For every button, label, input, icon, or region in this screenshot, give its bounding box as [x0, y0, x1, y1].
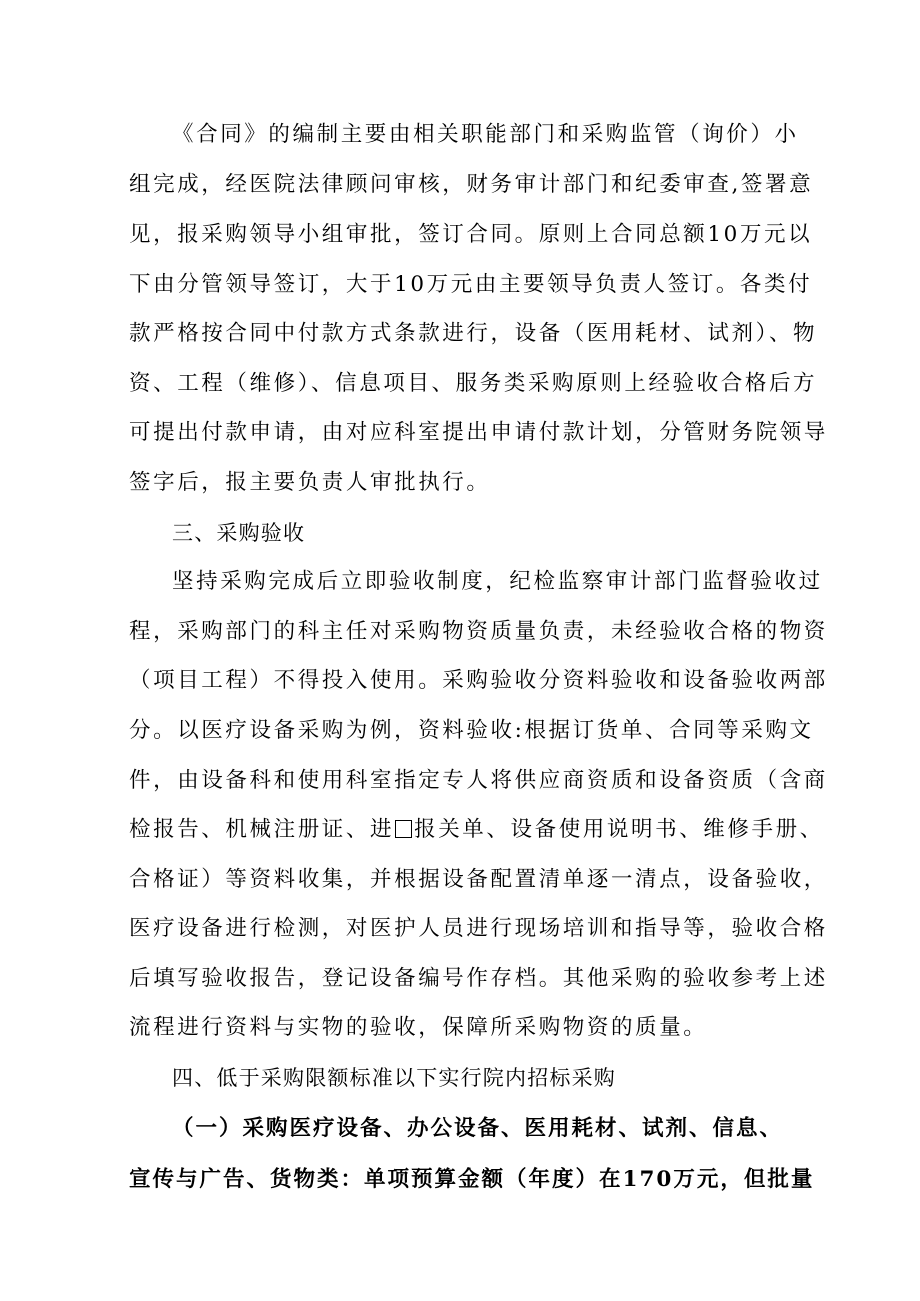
text-segment: 报关单、设备使用说明书、维修手册、 [414, 817, 824, 842]
text-line: 款严格按合同中付款方式条款进行，设备（医用耗材、试剂）、物 [129, 321, 818, 346]
text-segment: 检报告、机械注册证、进 [129, 817, 395, 842]
text-line: 程，采购部门的科主任对采购物资质量负责，未经验收合格的物资 [129, 619, 828, 644]
missing-glyph-box [395, 820, 412, 838]
section-heading: 三、采购验收 [172, 521, 306, 545]
text-line: 分。以医疗设备采购为例，资料验收:根据订货单、合同等采购文 [129, 718, 814, 743]
subheading-line: （一）采购医疗设备、办公设备、医用耗材、试剂、信息、 [172, 1116, 784, 1141]
text-line: 资、工程（维修）、信息项目、服务类采购原则上经验收合格后方 [129, 371, 818, 396]
text-line: 合格证）等资料收集，并根据设备配置清单逐一清点，设备验收， [129, 867, 828, 892]
subheading-line: 宣传与广告、货物类：单项预算金额（年度）在170万元，但批量 [129, 1167, 815, 1192]
text-line: 件，由设备科和使用科室指定专人将供应商资质和设备资质（含商 [129, 768, 828, 793]
text-line: 流程进行资料与实物的验收，保障所采购物资的质量。 [129, 1015, 708, 1040]
text-line: 后填写验收报告，登记设备编号作存档。其他采购的验收参考上述 [129, 966, 828, 991]
text-line: 签字后，报主要负责人审批执行。 [129, 470, 491, 495]
section-heading: 四、低于采购限额标准以下实行院内招标采购 [172, 1066, 616, 1090]
text-line: 《合同》的编制主要由相关职能部门和采购监管（询价）小 [172, 122, 799, 147]
text-line: 医疗设备进行检测，对医护人员进行现场培训和指导等，验收合格 [129, 916, 828, 941]
text-line: 坚持采购完成后立即验收制度，纪检监察审计部门监督验收过 [172, 569, 823, 594]
text-line: 见，报采购领导小组审批，签订合同。原则上合同总额10万元以 [129, 222, 813, 247]
text-line: 组完成，经医院法律顾问审核，财务审计部门和纪委审查,签署意 [129, 172, 814, 197]
text-line: （项目工程）不得投入使用。采购验收分资料验收和设备验收两部 [129, 668, 828, 693]
text-line: 可提出付款申请，由对应科室提出申请付款计划，分管财务院领导 [129, 420, 828, 445]
text-line [129, 815, 824, 845]
text-line: 下由分管领导签订，大于10万元由主要领导负责人签订。各类付 [129, 272, 813, 297]
